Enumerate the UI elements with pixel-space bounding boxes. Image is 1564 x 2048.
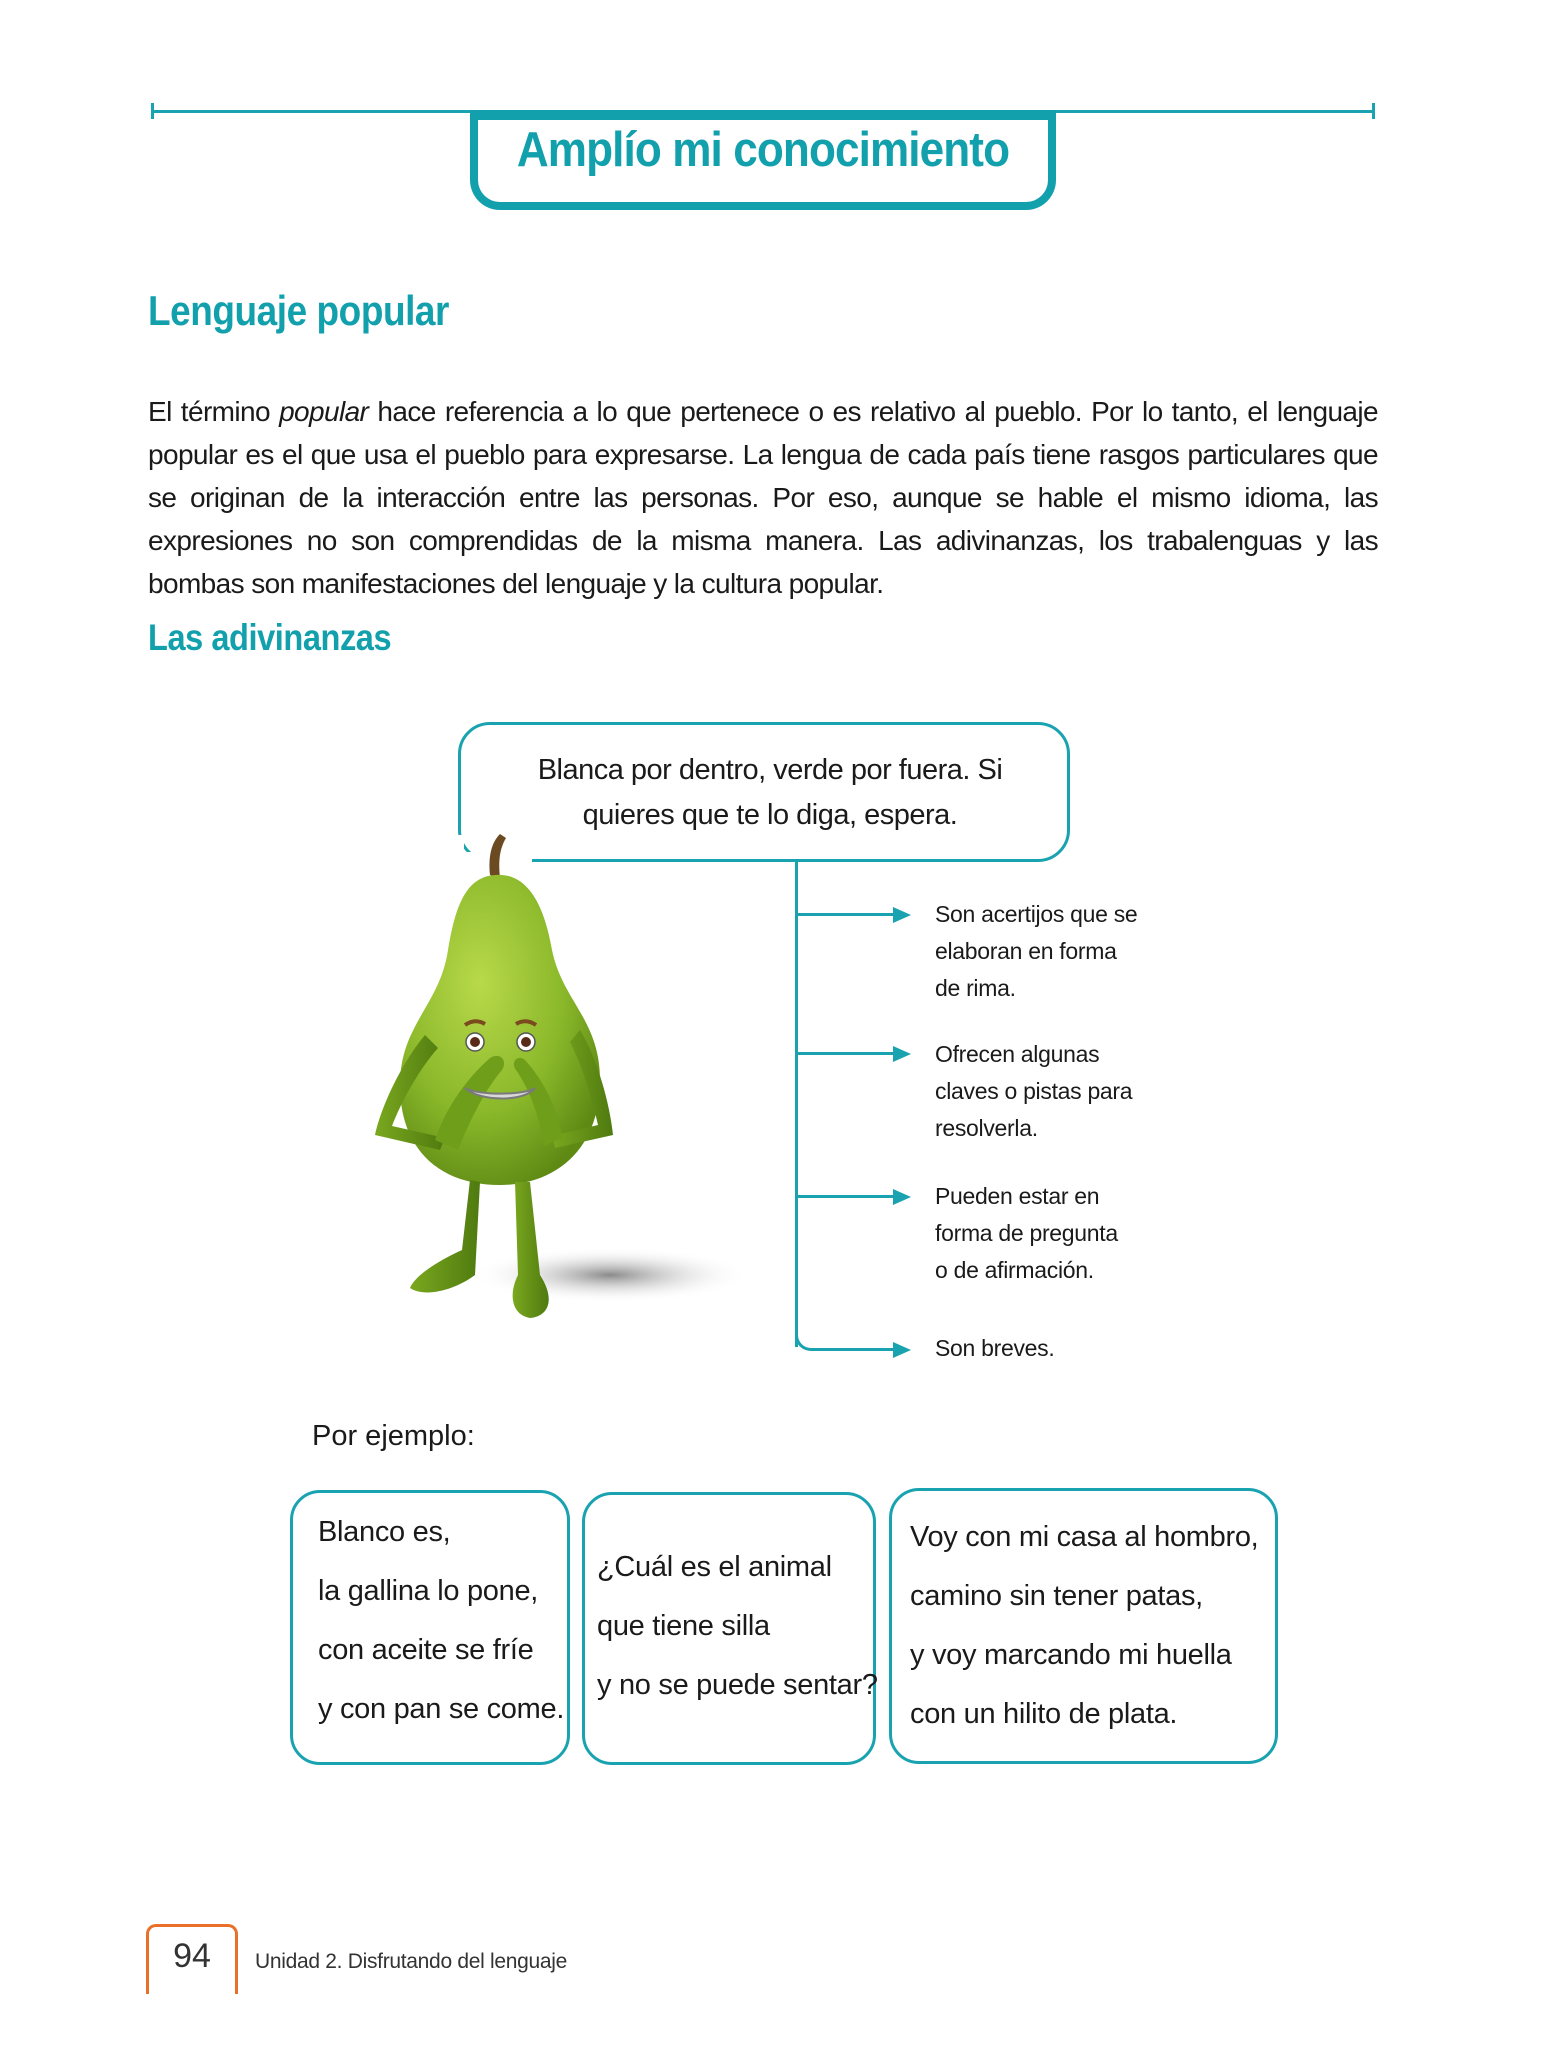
top-rule-right-cap: [1372, 103, 1375, 119]
pear-character-illustration: [330, 820, 760, 1330]
feature-2-line-3: resolverla.: [935, 1115, 1038, 1141]
riddle-line-1: Blanca por dentro, verde por fuera. Si: [537, 754, 1003, 786]
riddle-line-2: quieres que te lo diga, espera.: [582, 799, 958, 831]
section-heading-lenguaje-popular: Lenguaje popular: [148, 287, 449, 334]
example-1-line-4: y con pan se come.: [318, 1693, 565, 1725]
pear-shadow: [470, 1247, 750, 1303]
examples-label: Por ejemplo:: [312, 1420, 475, 1452]
arrow-right-icon: [893, 1046, 911, 1062]
feature-1-line-1: Son acertijos que se: [935, 901, 1138, 927]
example-3-line-1: Voy con mi casa al hombro,: [910, 1521, 1259, 1553]
feature-3-line-2: forma de pregunta: [935, 1220, 1118, 1246]
page-number: 94: [173, 1937, 211, 1975]
arrow-right-icon: [893, 1189, 911, 1205]
diagram-branch-4: [820, 1348, 895, 1351]
diagram-branch-1: [795, 913, 895, 916]
arrow-right-icon: [893, 907, 911, 923]
example-1-line-3: con aceite se fríe: [318, 1634, 534, 1666]
unit-title: Unidad 2. Disfrutando del lenguaje: [255, 1950, 568, 1973]
example-2-line-2: que tiene silla: [597, 1610, 770, 1642]
example-3-line-2: camino sin tener patas,: [910, 1580, 1203, 1612]
feature-4-line-1: Son breves.: [935, 1335, 1055, 1361]
example-3-text: [910, 1508, 1258, 1744]
top-rule-left-cap: [151, 103, 154, 119]
example-1-text: [318, 1503, 564, 1739]
diagram-trunk-line: [795, 862, 798, 1347]
paragraph-text-rest: hace referencia a lo que pertenece o es relativo al pueblo. Por lo tanto, el lenguaje popular es el que usa el pueblo para expresarse. La lengua de cada país tiene rasgos particulares que se originan de la interacción entre las personas. Por eso, aunque se hable el mismo idioma, las expresiones no son comprendidas de la misma manera. Las adivinanzas, los trabalenguas y las bombas son manifestaciones del lenguaje y la cultura popular.: [148, 396, 1378, 599]
feature-3-line-1: Pueden estar en: [935, 1183, 1100, 1209]
paragraph-italic-term: popular: [279, 396, 369, 427]
pear-right-leg: [513, 1182, 549, 1318]
feature-item-3: [935, 1178, 1195, 1289]
arrow-right-icon: [893, 1342, 911, 1358]
diagram-trunk-curve: [795, 1315, 825, 1351]
pear-stem: [489, 834, 506, 878]
example-1-line-2: la gallina lo pone,: [318, 1575, 539, 1607]
example-3-line-3: y voy marcando mi huella: [910, 1639, 1232, 1671]
feature-item-2: [935, 1036, 1195, 1147]
example-3-line-4: con un hilito de plata.: [910, 1698, 1178, 1730]
intro-paragraph: [148, 390, 1378, 605]
diagram-branch-3: [795, 1195, 895, 1198]
section-heading-adivinanzas: Las adivinanzas: [148, 617, 392, 658]
example-2-text: [597, 1538, 878, 1715]
pear-left-leg: [410, 1180, 480, 1292]
banner-top-bar: [470, 110, 1056, 120]
example-2-line-3: y no se puede sentar?: [597, 1669, 878, 1701]
banner-title: Amplío mi conocimiento: [516, 123, 1010, 177]
feature-2-line-2: claves o pistas para: [935, 1078, 1133, 1104]
diagram-branch-2: [795, 1052, 895, 1055]
feature-3-line-3: o de afirmación.: [935, 1257, 1094, 1283]
feature-2-line-1: Ofrecen algunas: [935, 1041, 1100, 1067]
example-1-line-1: Blanco es,: [318, 1516, 451, 1548]
feature-item-1: [935, 896, 1195, 1007]
feature-item-4: [935, 1330, 1195, 1367]
example-2-line-1: ¿Cuál es el animal: [597, 1551, 832, 1583]
feature-1-line-2: elaboran en forma: [935, 938, 1117, 964]
feature-1-line-3: de rima.: [935, 975, 1016, 1001]
paragraph-text-start: El término: [148, 396, 280, 427]
